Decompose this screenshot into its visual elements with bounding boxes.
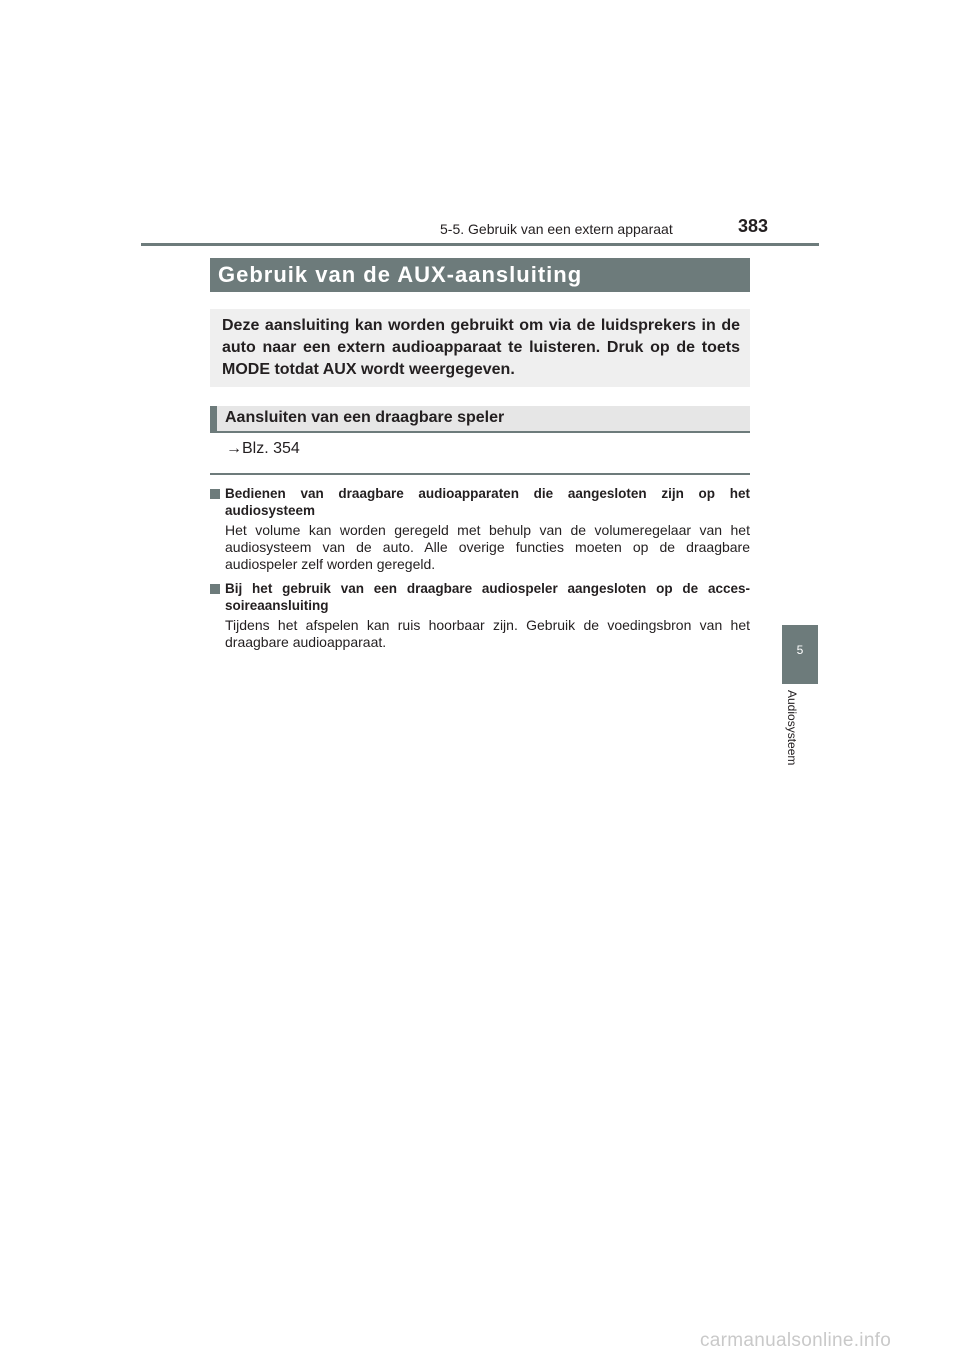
intro-text: Deze aansluiting kan worden gebruikt om via de luidsprekers in de auto naar een extern audioapparaat te luisteren. Druk op de toets MODE totdat AUX wordt weergegeven.: [222, 317, 740, 378]
page-title: Gebruik van de AUX-aansluiting: [218, 262, 583, 287]
note-2-body: Tijdens het afspelen kan ruis hoorbaar zijn. Gebruik de voedingsbron van het draagbare audioapparaat.: [225, 617, 750, 650]
square-bullet-icon: [210, 584, 220, 594]
intro-box: [210, 309, 750, 387]
chapter-number: 5: [796, 643, 804, 657]
chapter-tab[interactable]: [782, 625, 818, 684]
note-1-body: Het volume kan worden geregeld met behulp van de volumeregelaar van het audiosysteem van de auto. Alle overige functies moeten op de draagbare audiospeler zelf worden geregeld.: [225, 522, 750, 572]
note-1-heading-text: Bedienen van draagbare audioapparaten die aangesloten zijn op het audiosysteem: [225, 486, 750, 518]
note-1: [210, 485, 750, 573]
notes-divider: [210, 473, 750, 475]
note-2-heading: [210, 580, 750, 614]
page-reference-link[interactable]: →Blz. 354: [226, 440, 300, 457]
chapter-label: Audiosysteem: [785, 690, 799, 766]
header-rule: [141, 243, 819, 246]
square-bullet-icon: [210, 489, 220, 499]
subsection-accent: [210, 406, 217, 431]
title-bar: [210, 258, 750, 292]
note-1-heading: [210, 485, 750, 519]
watermark: carmanualsonline.info: [700, 1330, 892, 1351]
header-section-title: 5-5. Gebruik van een extern apparaat: [440, 221, 673, 237]
page-number: 383: [738, 216, 769, 236]
subsection-heading: Aansluiten van een draagbare speler: [225, 409, 505, 426]
note-2: [210, 580, 750, 651]
note-2-heading-text: Bij het gebruik van een draagbare audiospeler aangesloten op de acces-soireaansluiting: [225, 581, 750, 613]
subsection-bar: [210, 406, 750, 433]
